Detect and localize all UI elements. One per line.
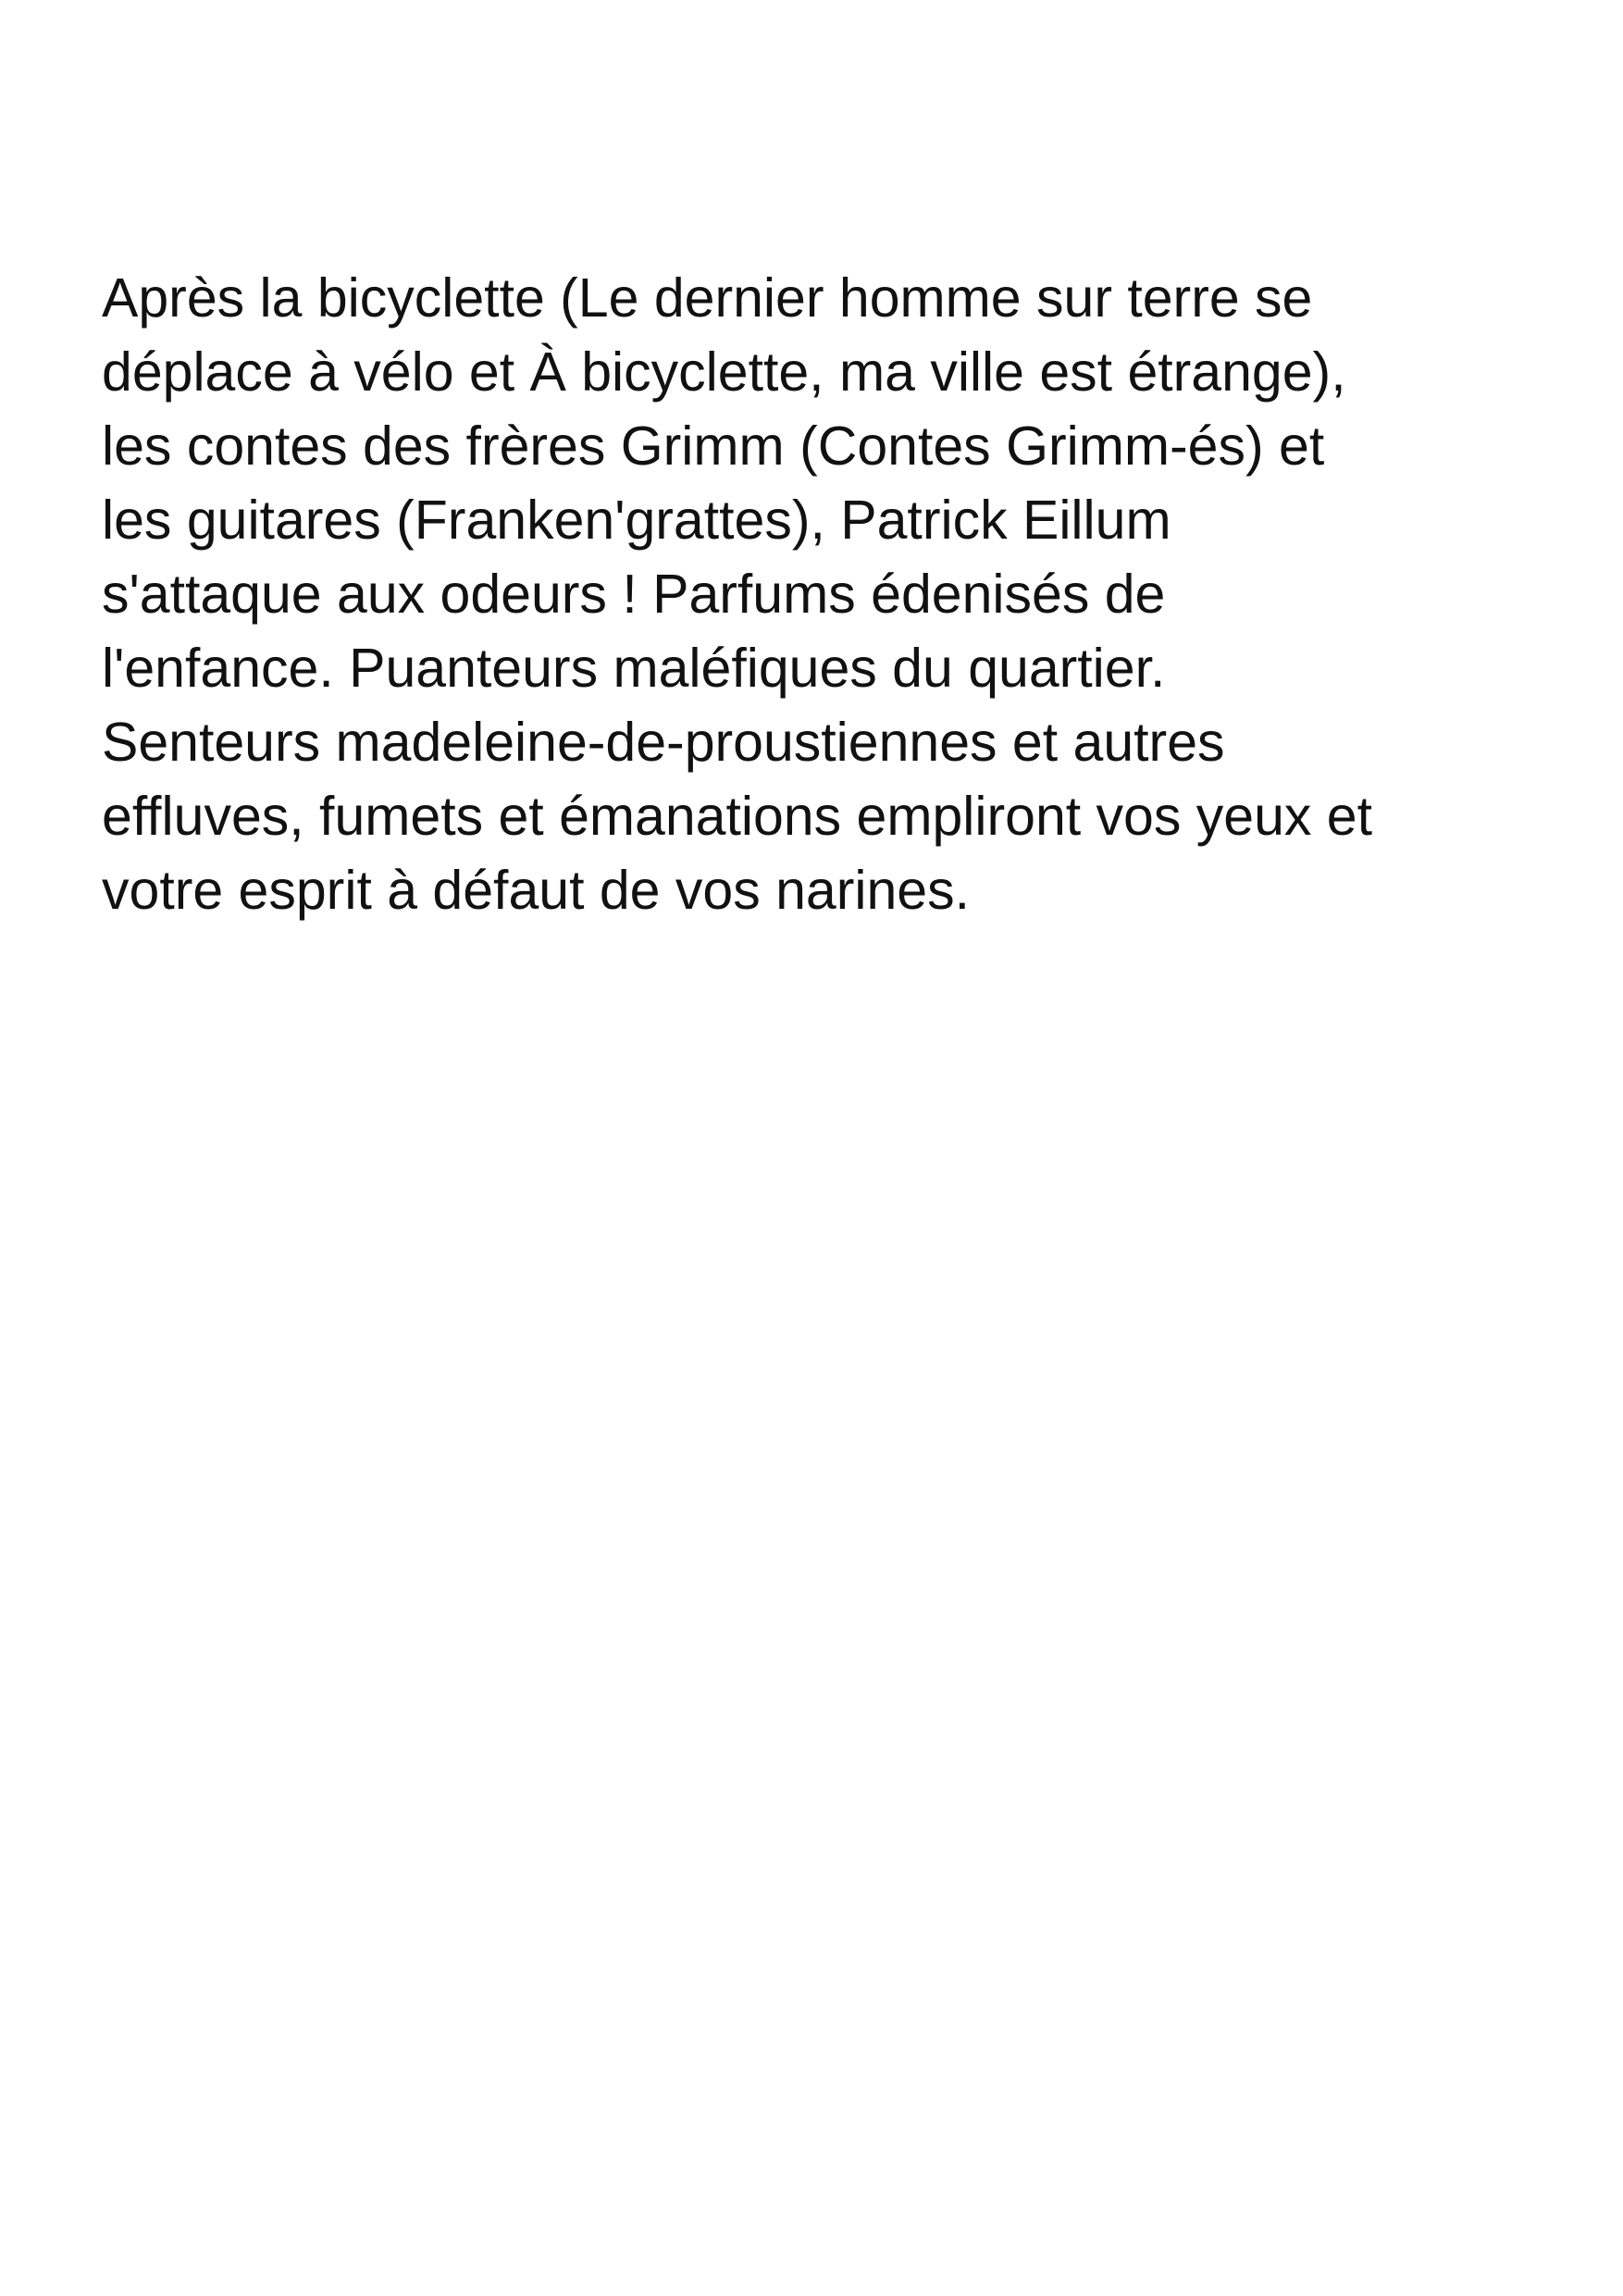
paragraph-line: effluves, fumets et émanations empliront vos yeux et [102,786,1372,847]
paragraph-line: les contes des frères Grimm (Contes Grimm-és) et [102,416,1325,477]
body-paragraph [102,261,1601,927]
paragraph-line: déplace à vélo et À bicyclette, ma ville est étrange), [102,341,1346,403]
paragraph-line: les guitares (Franken'grattes), Patrick Eillum [102,490,1171,551]
paragraph-line: l'enfance. Puanteurs maléfiques du quartier. [102,638,1166,699]
paragraph-line: Senteurs madeleine-de-proustiennes et autres [102,712,1225,773]
paragraph-line: Après la bicyclette (Le dernier homme sur terre se [102,267,1313,329]
paragraph-line: s'attaque aux odeurs ! Parfums édenisés de [102,564,1166,625]
paragraph-line: votre esprit à défaut de vos narines. [102,860,970,921]
